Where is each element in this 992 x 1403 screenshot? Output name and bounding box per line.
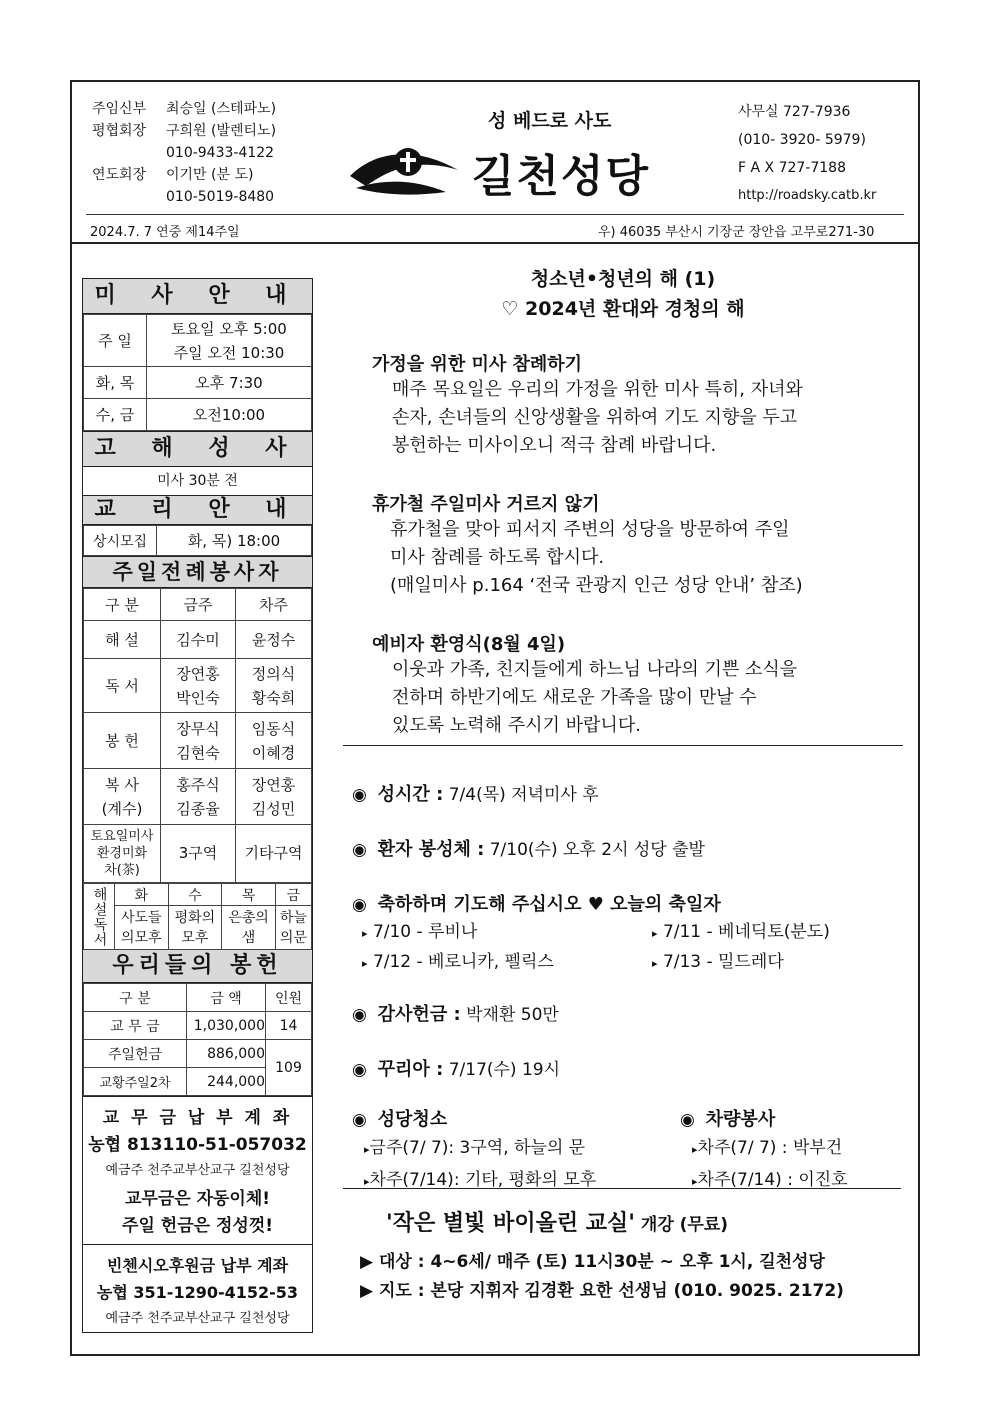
cleaning-entry: ▸차주(7/14): 기타, 평화의 모후 [364, 1170, 597, 1190]
servers-cell: 장연홍 김성민 [236, 769, 312, 825]
mass-tue-time: 오후 7:30 [147, 367, 312, 399]
servers-cell: 홍주식 김종율 [161, 769, 236, 825]
article-title: 예비자 환영식(8월 4일) [372, 634, 566, 655]
servers-cell: 장연홍 박인숙 [161, 659, 236, 713]
article-title: 휴가철 주일미사 거르지 않기 [372, 494, 600, 515]
arrow-right-icon: ▸ [364, 1175, 370, 1188]
servers-table [83, 588, 312, 883]
servers-altar: 복 사 (계수) [84, 769, 161, 825]
article-body: 휴가철을 맞아 피서지 주변의 성당을 방문하여 주일 미사 참례를 하도록 합시다. (매일미사 p.164 ‘전국 관광지 인근 성당 안내’ 참조) [390, 519, 803, 596]
target-bullet-icon: ◉ [352, 1110, 367, 1130]
catechism-table [83, 525, 312, 556]
account2-number: 농협 351-1290-4152-53 [96, 1283, 299, 1302]
offering-amount: 244,000 [187, 1068, 266, 1096]
servers-offering: 봉 헌 [84, 713, 161, 769]
mass-table [83, 314, 312, 431]
vehicle-entry: ▸차주(7/ 7) : 박부건 [692, 1138, 843, 1158]
staff-row: 주임신부 최승일 (스테파노) [92, 101, 277, 117]
target-bullet-icon: ◉ [352, 1005, 367, 1025]
weekday-table [83, 883, 312, 950]
arrow-right-icon: ▸ [652, 957, 658, 970]
servers-cell: 정의식 황숙희 [236, 659, 312, 713]
weekday-label: 해설독서 [84, 884, 115, 950]
arrow-right-icon: ▸ [692, 1175, 698, 1188]
feast-list [362, 918, 902, 978]
target-bullet-icon: ◉ [680, 1110, 695, 1130]
notice-divider [343, 1188, 901, 1189]
offering-cat: 주일헌금 [84, 1040, 187, 1068]
notice-thanks: ◉ 감사헌금 : 박재환 50만 [352, 1004, 559, 1025]
account1-box [83, 1096, 312, 1245]
notice-holy-hour: ◉ 성시간 : 7/4(목) 저녁미사 후 [352, 784, 599, 805]
offering-header: 인원 [266, 984, 312, 1012]
violin-title: '작은 별빛 바이올린 교실' 개강 (무료) [386, 1211, 729, 1236]
website-link[interactable]: http://roadsky.catb.kr [738, 188, 877, 203]
article-divider [343, 745, 903, 746]
headline-line: 청소년•청년의 해 (1) [530, 268, 716, 290]
weekday-group: 평화의 모후 [168, 906, 222, 950]
arrow-right-icon: ▸ [652, 927, 658, 940]
weekday-day: 목 [222, 884, 276, 906]
arrow-right-icon: ▸ [364, 1143, 370, 1156]
catechism-label: 상시모집 [84, 526, 157, 556]
mass-wed-time: 오전10:00 [147, 399, 312, 431]
vehicle-entry: ▸차주(7/14) : 이진호 [692, 1170, 848, 1190]
mass-tue-label: 화, 목 [84, 367, 147, 399]
staff-row: 연도회장 이기만 (분 도) [92, 167, 254, 183]
servers-header-this: 금주 [161, 589, 236, 621]
contact-info [738, 98, 876, 210]
servers-cell: 윤정수 [236, 621, 312, 659]
mass-sun-times: 토요일 오후 5:00 주일 오전 10:30 [147, 315, 312, 367]
weekday-day: 수 [168, 884, 222, 906]
feast-entry: ▸ 7/12 - 베로니카, 펠릭스 [362, 952, 554, 972]
staff-row: 평협회장 구희원 (발렌티노) [92, 123, 277, 139]
patron-saint: 성 베드로 사도 [488, 110, 612, 132]
servers-cell: 기타구역 [236, 825, 312, 883]
account1-title: 교 무 금 납 부 계 좌 [102, 1108, 293, 1128]
article-body: 매주 목요일은 우리의 가정을 위한 미사 특히, 자녀와 손자, 손녀들의 신앙생활을 위하여 기도 지향을 두고 봉헌하는 미사이오니 적극 참례 바랍니다. [392, 379, 803, 456]
mobile-phone: (010- 3920- 5979) [738, 132, 866, 148]
headline-line: ♡ 2024년 환대와 경청의 해 [501, 298, 745, 320]
offering-header: 금 액 [187, 984, 266, 1012]
violin-target: ▶ 대상 : 4~6세/ 매주 (토) 11시30분 ~ 오후 1시, 길천성당 [360, 1252, 825, 1272]
weekday-group: 은총의 샘 [222, 906, 276, 950]
parish-name: 길천성당 [472, 151, 651, 202]
servers-header-cat: 구 분 [84, 589, 161, 621]
arrow-right-icon: ▸ [362, 927, 368, 940]
office-phone: 사무실 727-7936 [738, 104, 851, 120]
servers-cell: 장무식 김현숙 [161, 713, 236, 769]
weekday-day: 금 [275, 884, 311, 906]
header-divider [86, 214, 904, 215]
target-bullet-icon: ◉ [352, 840, 367, 860]
confession-text: 미사 30분 전 [83, 467, 312, 496]
offering-header: 구 분 [84, 984, 187, 1012]
account1-note: 교무금은 자동이체! [124, 1189, 271, 1209]
article-item [372, 350, 902, 460]
weekday-day: 화 [115, 884, 169, 906]
staff-row: 010-5019-8480 [166, 189, 275, 205]
servers-title: 주일전례봉사자 [83, 556, 312, 588]
offering-cat: 교황주일2차 [84, 1068, 187, 1096]
account2-box [83, 1245, 312, 1332]
offering-title: 우리들의 봉헌 [83, 950, 312, 983]
servers-cell: 임동식 이혜경 [236, 713, 312, 769]
arrow-right-icon: ▸ [692, 1143, 698, 1156]
feast-entry: ▸ 7/13 - 밀드레다 [652, 952, 784, 972]
mass-wed-label: 수, 금 [84, 399, 147, 431]
staff-row: 010-9433-4122 [166, 145, 275, 161]
confession-title: 고 해 성 사 [83, 431, 312, 467]
account1-number: 농협 813110-51-057032 [88, 1135, 307, 1155]
servers-commentary: 해 설 [84, 621, 161, 659]
notice-cleaning: ◉ 성당청소 [352, 1109, 448, 1130]
offering-count: 109 [266, 1040, 312, 1096]
notice-curia: ◉ 꾸리아 : 7/17(수) 19시 [352, 1059, 561, 1080]
feast-entry: ▸ 7/11 - 베네딕토(분도) [652, 922, 830, 942]
article-title: 가정을 위한 미사 참례하기 [372, 354, 583, 375]
offering-count: 14 [266, 1012, 312, 1040]
servers-header-next: 차주 [236, 589, 312, 621]
mass-title: 미 사 안 내 [83, 279, 312, 314]
fax-number: F A X 727-7188 [738, 160, 846, 176]
catechism-time: 화, 목) 18:00 [157, 526, 312, 556]
servers-cell: 3구역 [161, 825, 236, 883]
offering-cat: 교 무 금 [84, 1012, 187, 1040]
target-bullet-icon: ◉ [352, 895, 367, 915]
notice-vehicle: ◉ 차량봉사 [680, 1109, 776, 1130]
account1-note: 주일 헌금은 정성껏! [122, 1216, 273, 1236]
sidebar [82, 278, 313, 1333]
arrow-right-icon: ▸ [362, 957, 368, 970]
weekday-group: 사도들 의모후 [115, 906, 169, 950]
offering-amount: 886,000 [187, 1040, 266, 1068]
offering-amount: 1,030,000 [187, 1012, 266, 1040]
account1-holder: 예금주 천주교부산교구 길천성당 [105, 1163, 290, 1178]
account2-title: 빈첸시오후원금 납부 계좌 [106, 1256, 289, 1275]
article-item [372, 490, 902, 600]
account2-holder: 예금주 천주교부산교구 길천성당 [105, 1311, 290, 1326]
notice-feast-days: ◉ 축하하며 기도해 주십시오 ♥ 오늘의 축일자 [352, 894, 721, 915]
parish-logo-icon [346, 140, 466, 198]
article-body: 이웃과 가족, 친지들에게 하느님 나라의 기쁜 소식을 전하며 하반기에도 새로운 가족을 많이 만날 수 있도록 노력해 주시기 바랍니다. [392, 659, 798, 736]
target-bullet-icon: ◉ [352, 1060, 367, 1080]
article-item [372, 630, 902, 740]
date-line: 2024.7. 7 연중 제14주일 [90, 225, 240, 240]
servers-sat: 토요일미사 환경미화 차(茶) [84, 825, 161, 883]
weekday-group: 하늘 의문 [275, 906, 311, 950]
mass-sun-label: 주 일 [84, 315, 147, 367]
servers-cell: 김수미 [161, 621, 236, 659]
staff-list [92, 98, 322, 208]
notice-sick-communion: ◉ 환자 봉성체 : 7/10(수) 오후 2시 성당 출발 [352, 839, 705, 860]
header-bottom-rule [72, 242, 918, 244]
target-bullet-icon: ◉ [352, 785, 367, 805]
address: 우) 46035 부산시 기장군 장안읍 고무로271-30 [598, 225, 875, 240]
catechism-title: 교 리 안 내 [83, 496, 312, 525]
feast-entry: ▸ 7/10 - 루비나 [362, 922, 478, 942]
servers-reading: 독 서 [84, 659, 161, 713]
headline [343, 264, 903, 324]
cleaning-entry: ▸금주(7/ 7): 3구역, 하늘의 문 [364, 1138, 586, 1158]
offering-table [83, 983, 312, 1096]
violin-teacher: ▶ 지도 : 본당 지휘자 김경환 요한 선생님 (010. 9025. 2172) [360, 1281, 844, 1301]
